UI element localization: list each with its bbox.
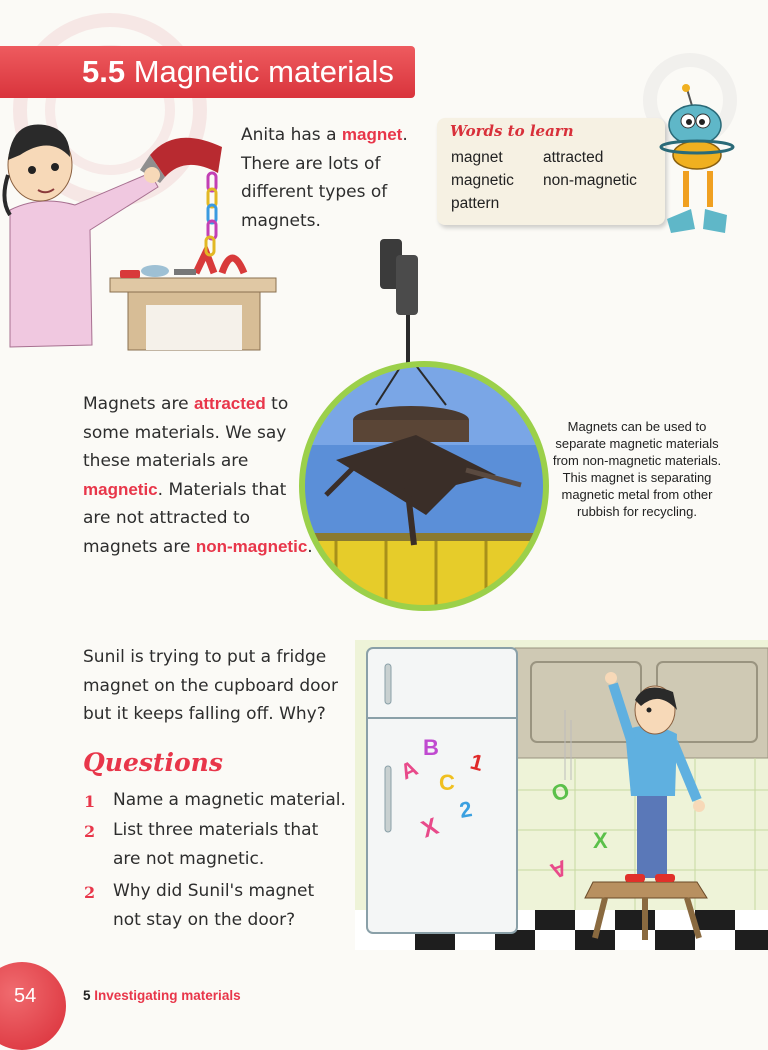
question-3-number: 2 <box>84 883 96 902</box>
word-magnetic: magnetic <box>451 172 514 189</box>
sunil-text: Sunil is trying to put a fridge magnet on the cupboard door but it keeps falling off. Why? <box>83 647 338 724</box>
magnets-text-4: . <box>307 536 313 557</box>
word-attracted: attracted <box>543 149 604 166</box>
falling-letter-o: O <box>548 777 573 807</box>
fridge-letter-2: 2 <box>457 796 474 823</box>
fridge-letter-x: X <box>417 812 443 844</box>
magnetic-explanation <box>83 390 313 561</box>
intro-text-post: . There are lots of different types of magnets. <box>241 125 408 231</box>
question-2-number: 2 <box>84 822 96 841</box>
intro-keyword-magnet: magnet <box>341 125 403 144</box>
page-number: 54 <box>14 985 37 1007</box>
keyword-attracted: attracted <box>193 394 266 413</box>
fridge-letter-c: C <box>439 770 455 795</box>
fridge-letter-b: B <box>423 735 439 760</box>
keyword-non-magnetic: non-magnetic <box>195 536 308 556</box>
word-pattern: pattern <box>451 195 500 212</box>
magnets-text-3: . Materials that are not attracted to magnets are <box>83 479 287 557</box>
questions-title: Questions <box>83 748 223 777</box>
question-1-number: 1 <box>84 792 96 811</box>
word-non-magnetic: non-magnetic <box>543 172 637 189</box>
intro-text <box>241 121 441 235</box>
falling-letter-a: A <box>547 855 571 884</box>
robot-mascot <box>655 83 745 243</box>
chapter-number: 5 <box>83 988 91 1003</box>
magnets-text-1: Magnets are <box>83 394 194 414</box>
photo-caption: Magnets can be used to separate magnetic materials from non-magnetic materials. This magnet is separating magnetic metal from other rubbish for recycling. <box>552 419 722 519</box>
chapter-footer <box>83 988 241 1003</box>
section-number: 5.5 <box>82 54 126 89</box>
chapter-title: Investigating materials <box>94 988 241 1003</box>
crane-magnet-photo <box>296 235 556 625</box>
kitchen-illustration <box>355 640 768 970</box>
fridge-letter-1: 1 <box>467 748 487 777</box>
question-2-text: List three materials that are not magnetic. <box>113 820 319 869</box>
falling-letter-x: X <box>593 828 608 853</box>
word-magnet: magnet <box>451 149 503 166</box>
magnets-text-2: to some materials. We say these materials are <box>83 394 289 471</box>
keyword-magnetic: magnetic <box>83 479 158 499</box>
fridge-letter-a: A <box>396 755 422 785</box>
question-3-text: Why did Sunil's magnet not stay on the door? <box>113 881 315 930</box>
section-title: Magnetic materials <box>133 54 394 89</box>
intro-text-pre: Anita has a <box>241 125 342 145</box>
question-1-text: Name a magnetic material. <box>113 790 346 810</box>
page-title <box>82 52 394 92</box>
words-to-learn-title: Words to learn <box>450 122 574 140</box>
